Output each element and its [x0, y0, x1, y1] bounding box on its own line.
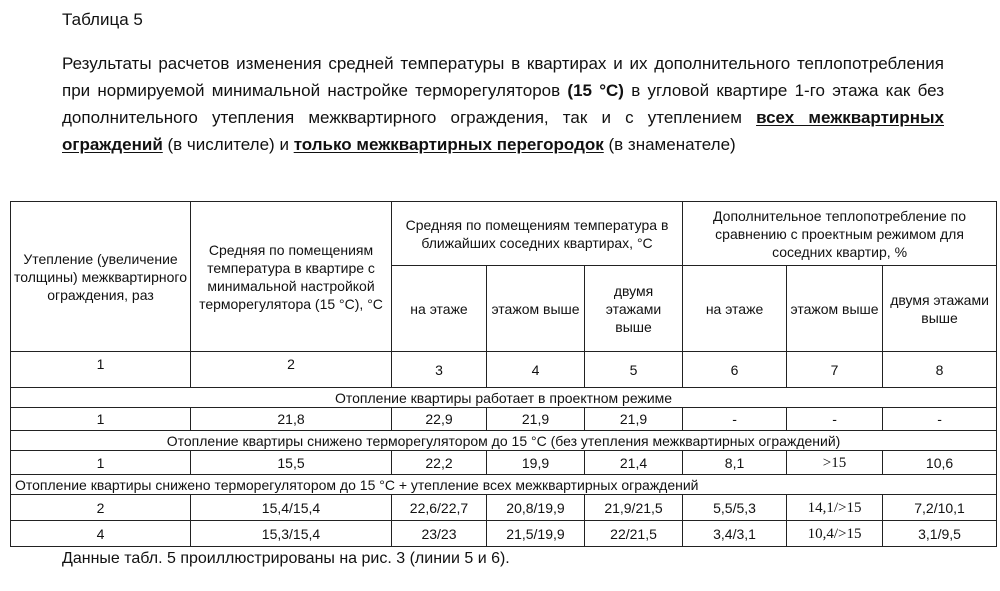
subheader-above-consumption: этажом выше: [787, 266, 883, 352]
column-number: 2: [191, 352, 392, 388]
table-cell: 15,3/15,4: [191, 521, 392, 547]
table-cell: 2: [11, 495, 191, 521]
table-cell: 22,6/22,7: [392, 495, 487, 521]
header-avg-temperature: Средняя по помещениям температура в квартире с минимальной настройкой терморегулятора (15 °С), °С: [191, 202, 392, 352]
section-title: Отопление квартиры снижено терморегулятором до 15 °С (без утепления межквартирных ограждений): [11, 431, 997, 451]
subheader-above-temp: этажом выше: [487, 266, 585, 352]
table-cell: 1: [11, 451, 191, 475]
table-cell: 21,8: [191, 408, 392, 431]
table-cell: >15: [787, 451, 883, 475]
description-bold-partitions: только межквартирных перегородок: [293, 135, 604, 154]
subheader-two-above-temp: двумя этажами выше: [585, 266, 683, 352]
table-description: [62, 50, 944, 158]
column-numbers-row: [11, 352, 997, 388]
table-cell: -: [683, 408, 787, 431]
table-caption: Таблица 5: [62, 10, 143, 29]
table-cell: 10,4/>15: [787, 521, 883, 547]
description-bold-all-enclosures: всех межквартирных ограждений: [62, 108, 944, 154]
table-cell: -: [787, 408, 883, 431]
subheader-floor-consumption: на этаже: [683, 266, 787, 352]
table-cell: 8,1: [683, 451, 787, 475]
column-number: 4: [487, 352, 585, 388]
table-cell: 3,4/3,1: [683, 521, 787, 547]
section-title: Отопление квартиры работает в проектном режиме: [11, 388, 997, 408]
table-cell: 22,2: [392, 451, 487, 475]
description-bold-temperature: (15 °С): [567, 81, 624, 100]
column-number: 7: [787, 352, 883, 388]
table-cell: 19,9: [487, 451, 585, 475]
table-cell: -: [883, 408, 997, 431]
description-text-3: (в числителе) и: [167, 135, 289, 154]
column-number: 5: [585, 352, 683, 388]
subheader-floor-temp: на этаже: [392, 266, 487, 352]
description-text-4: (в знаменателе): [608, 135, 736, 154]
table-cell: 15,4/15,4: [191, 495, 392, 521]
table-cell: 22/21,5: [585, 521, 683, 547]
table-cell: 21,9: [487, 408, 585, 431]
table-cell: 21,9/21,5: [585, 495, 683, 521]
table-row: [11, 521, 997, 547]
description-text-2: в угловой квартире 1-го этажа как без дополнительного утепления межквартирного ограждения, так и с утеплением: [62, 81, 944, 127]
table-cell: 23/23: [392, 521, 487, 547]
header-extra-consumption: Дополнительное теплопотребление по сравнению с проектным режимом для соседних квартир, %: [683, 202, 997, 266]
table-row: [11, 408, 997, 431]
column-number: 1: [11, 352, 191, 388]
table-cell: 1: [11, 408, 191, 431]
table-footnote: Данные табл. 5 проиллюстрированы на рис. 3 (линии 5 и 6).: [62, 550, 510, 567]
table-cell: 7,2/10,1: [883, 495, 997, 521]
table-cell: 15,5: [191, 451, 392, 475]
table-cell: 22,9: [392, 408, 487, 431]
subheader-two-above-consumption: двумя этажами выше: [883, 266, 997, 352]
table-cell: 4: [11, 521, 191, 547]
table-cell: 21,4: [585, 451, 683, 475]
table-cell: 14,1/>15: [787, 495, 883, 521]
column-number: 8: [883, 352, 997, 388]
description-text-1: Результаты расчетов изменения средней температуры в квартирах и их дополнительного теплопотребления при нормируемой минимальной настройке терморегуляторов: [62, 54, 944, 100]
table-row: [11, 451, 997, 475]
column-number: 3: [392, 352, 487, 388]
table-cell: 3,1/9,5: [883, 521, 997, 547]
table-cell: 20,8/19,9: [487, 495, 585, 521]
header-insulation: Утепление (увеличение толщины) межквартирного ограждения, раз: [11, 202, 191, 352]
table-cell: 10,6: [883, 451, 997, 475]
column-number: 6: [683, 352, 787, 388]
section-title: Отопление квартиры снижено терморегулятором до 15 °С + утепление всех межквартирных ограждений: [11, 475, 997, 495]
table-cell: 21,9: [585, 408, 683, 431]
results-table: [10, 201, 997, 547]
table-cell: 21,5/19,9: [487, 521, 585, 547]
table-cell: 5,5/5,3: [683, 495, 787, 521]
table-row: [11, 495, 997, 521]
header-neighbor-temperature: Средняя по помещениям температура в ближайших соседних квартирах, °С: [392, 202, 683, 266]
